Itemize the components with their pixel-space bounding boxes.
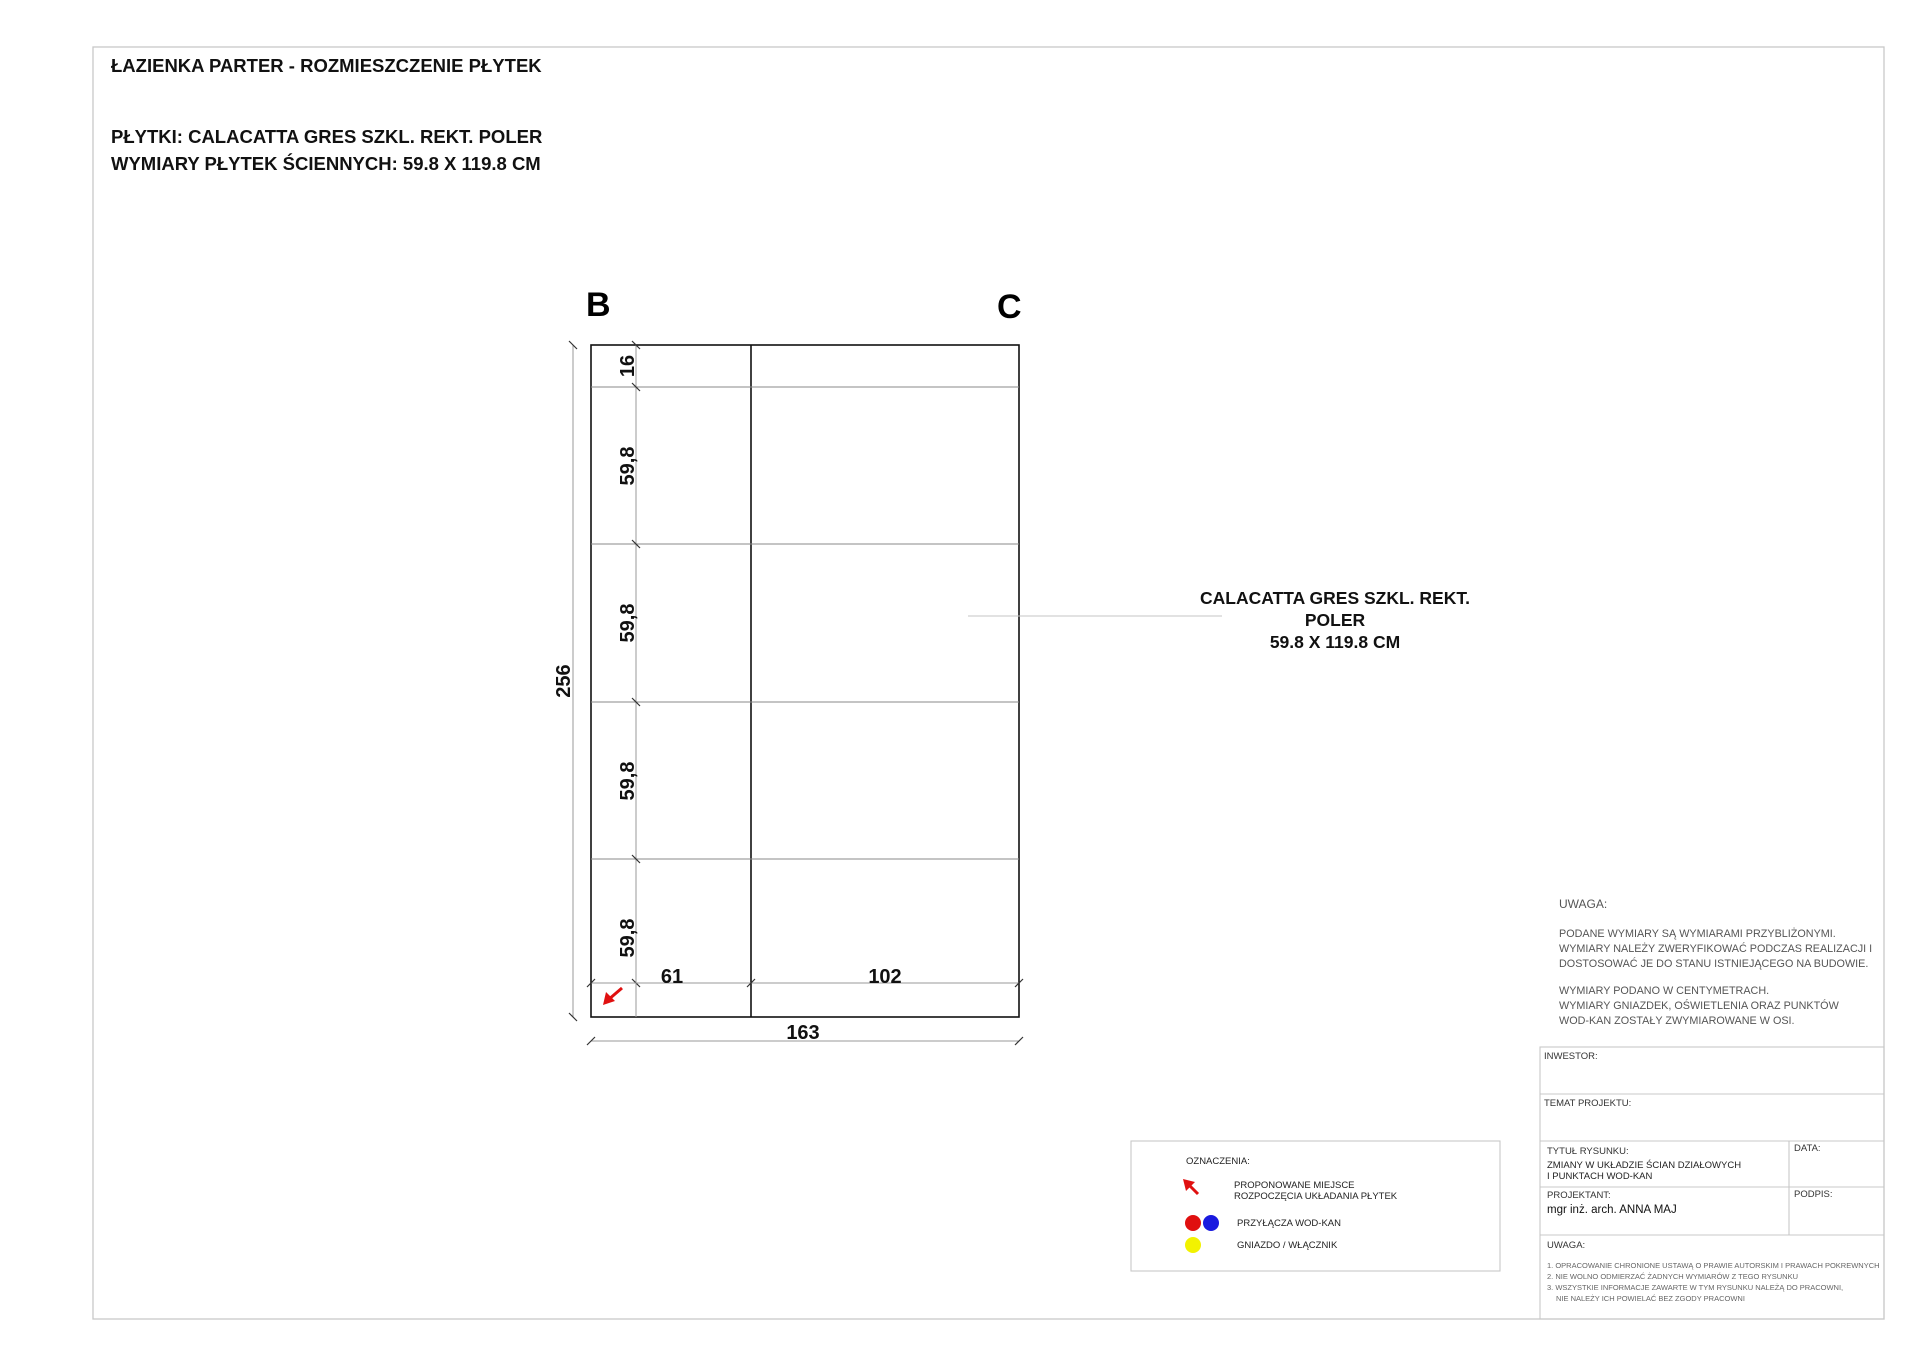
investor-label: INWESTOR:	[1544, 1051, 1598, 1062]
row-dimension-chain	[617, 341, 640, 1017]
date-label: DATA:	[1794, 1143, 1821, 1154]
socket-switch-icon	[1185, 1237, 1201, 1253]
legend-start-line-2: ROZPOCZĘCIA UKŁADANIA PŁYTEK	[1234, 1191, 1398, 1202]
title-block	[1540, 1047, 1884, 1319]
wall-label-c: C	[997, 288, 1022, 326]
total-height-label: 256	[553, 664, 575, 698]
note-line: WYMIARY NALEŻY ZWERYFIKOWAĆ PODCZAS REALIZACJI I	[1559, 943, 1873, 955]
drawing-title-label: TYTUŁ RYSUNKU:	[1547, 1146, 1629, 1157]
note-line: WYMIARY PODANO W CENTYMETRACH.	[1559, 985, 1770, 997]
legend-water: PRZYŁĄCZA WOD-KAN	[1237, 1218, 1341, 1229]
remark-line: NIE NALEŻY ICH POWIELAĆ BEZ ZGODY PRACOWNI	[1556, 1294, 1745, 1303]
legend-title: OZNACZENIA:	[1186, 1156, 1250, 1167]
drawing-title: ŁAZIENKA PARTER - ROZMIESZCZENIE PŁYTEK	[111, 55, 542, 76]
column-width-label: 102	[868, 966, 902, 988]
remark-line: 1. OPRACOWANIE CHRONIONE USTAWĄ O PRAWIE AUTORSKIM I PRAWACH POKREWNYCH	[1547, 1261, 1880, 1270]
remarks-label: UWAGA:	[1547, 1240, 1586, 1251]
callout-line-3: 59.8 X 119.8 CM	[1269, 632, 1401, 652]
legend-socket: GNIAZDO / WŁĄCZNIK	[1237, 1240, 1338, 1251]
sheet-frame	[93, 47, 1884, 1319]
water-connection-red-icon	[1185, 1215, 1201, 1231]
project-label: TEMAT PROJEKTU:	[1544, 1098, 1632, 1109]
water-connection-blue-icon	[1203, 1215, 1219, 1231]
drawing-title-value-2: I PUNKTACH WOD-KAN	[1547, 1171, 1653, 1182]
start-point-arrow-icon	[603, 988, 622, 1005]
remark-line: 2. NIE WOLNO ODMIERZAĆ ŻADNYCH WYMIARÓW Z TEGO RYSUNKU	[1547, 1272, 1798, 1281]
notes-block	[1559, 897, 1872, 1027]
row-height-label: 59,8	[617, 446, 639, 486]
note-line: PODANE WYMIARY SĄ WYMIARAMI PRZYBLIŻONYMI.	[1559, 928, 1836, 940]
total-width-label: 163	[786, 1022, 820, 1044]
note-line: WYMIARY GNIAZDEK, OŚWIETLENIA ORAZ PUNKTÓW	[1559, 1000, 1839, 1012]
callout-line-1: CALACATTA GRES SZKL. REKT.	[1200, 588, 1470, 608]
total-height-dimension	[553, 341, 577, 1021]
callout-line-2: POLER	[1304, 610, 1366, 630]
remark-line: 3. WSZYSTKIE INFORMACJE ZAWARTE W TYM RYSUNKU NALEŻĄ DO PRACOWNI,	[1547, 1283, 1844, 1292]
row-height-label: 59,8	[617, 761, 639, 801]
designer-name: mgr inż. arch. ANNA MAJ	[1547, 1204, 1677, 1216]
note-line: DOSTOSOWAĆ JE DO STANU ISTNIEJĄCEGO NA BUDOWIE.	[1559, 958, 1869, 970]
wall-label-b: B	[586, 286, 611, 324]
tile-dimensions-line: WYMIARY PŁYTEK ŚCIENNYCH: 59.8 X 119.8 CM	[111, 153, 541, 174]
legend-arrow-icon	[1183, 1179, 1198, 1194]
row-height-label: 59,8	[617, 603, 639, 643]
total-width-dimension	[587, 1022, 1023, 1045]
signature-label: PODPIS:	[1794, 1189, 1833, 1200]
note-line: WOD-KAN ZOSTAŁY ZWYMIAROWANE W OSI.	[1559, 1015, 1795, 1027]
legend-box	[1131, 1141, 1500, 1271]
column-width-label: 61	[660, 966, 684, 988]
legend-start-line-1: PROPONOWANE MIEJSCE	[1234, 1180, 1355, 1191]
row-height-label: 59,8	[617, 918, 639, 958]
notes-title: UWAGA:	[1559, 897, 1608, 911]
designer-label: PROJEKTANT:	[1547, 1190, 1611, 1201]
tiles-line: PŁYTKI: CALACATTA GRES SZKL. REKT. POLER	[111, 126, 543, 147]
column-dimension-chain	[587, 966, 1023, 988]
wall-outline	[591, 345, 1019, 1017]
drawing-title-value-1: ZMIANY W UKŁADZIE ŚCIAN DZIAŁOWYCH	[1547, 1160, 1742, 1171]
row-height-label: 16	[617, 354, 639, 378]
wall-elevation	[591, 345, 1019, 1017]
